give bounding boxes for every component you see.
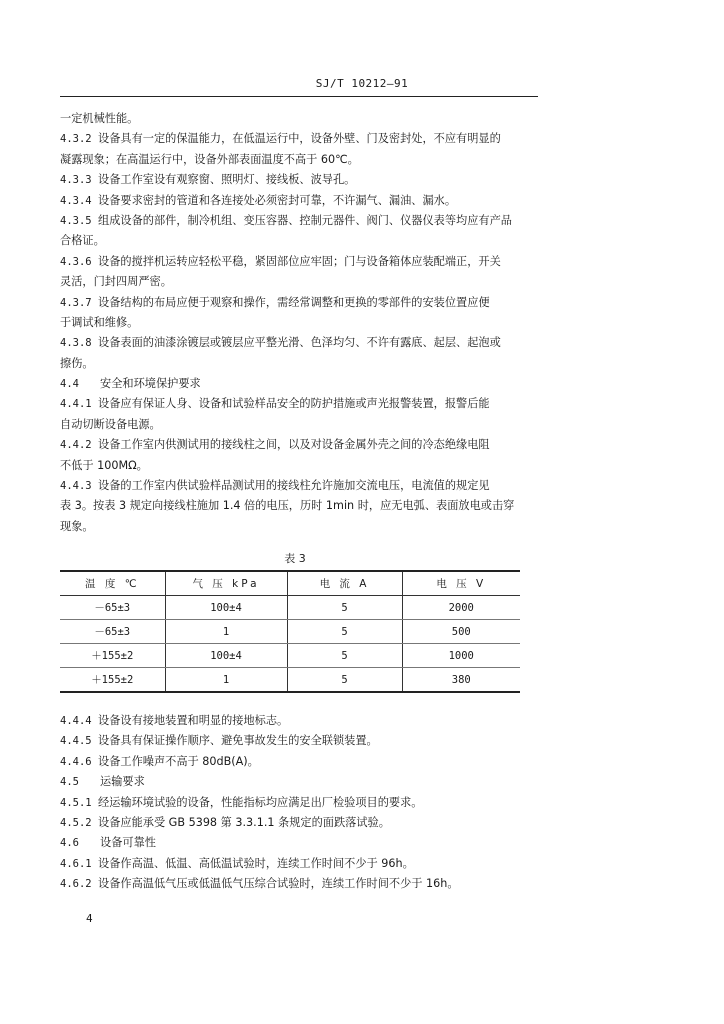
table-row [60,668,520,693]
clause-text: 灵活，门封四周严密。 [60,275,172,289]
text-line [60,333,538,353]
text-line [60,293,538,313]
clause-text: 于调试和维修。 [60,315,139,329]
text-line [60,752,538,772]
text-line [60,170,538,190]
text-line [60,456,538,476]
table-cell: ＋155±2 [60,668,165,693]
clause-text: 设备设有接地装置和明显的接地标志。 [98,714,289,727]
text-line [60,129,538,149]
page-number: 4 [86,912,93,925]
header-rule [60,96,538,97]
table-cell: 500 [402,620,520,644]
table-row [60,596,520,620]
text-line [60,313,538,333]
clause-text: 设备表面的油漆涂镀层或镀层应平整光滑、色泽均匀、不许有露底、起层、起泡或 [98,336,501,350]
clause-text: 设备具有一定的保温能力，在低温运行中，设备外壁、门及密封处，不应有明显的 [98,132,501,146]
body-text-bottom [60,711,538,895]
clause-text: 运输要求 [100,775,145,789]
table-cell: －65±3 [60,620,165,644]
page-header: SJ/T 10212—91 [315,77,409,90]
clause-number: 4.6 [60,837,79,850]
text-line [60,394,538,414]
clause-text: 设备要求密封的管道和各连接处必须密封可靠，不许漏气、漏油、漏水。 [98,193,457,207]
table-cell: 100±4 [165,644,287,668]
text-line [60,231,538,251]
clause-number: 4.4.1 [60,398,92,411]
text-line [60,415,538,435]
text-line [60,731,538,751]
clause-number: 4.3.2 [60,133,92,146]
text-line [60,191,538,211]
clause-number: 4.3.7 [60,296,92,309]
table-cell: －65±3 [60,596,165,620]
table-row [60,620,520,644]
clause-text: 设备的搅拌机运转应轻松平稳，紧固部位应牢固；门与设备箱体应装配端正，开关 [98,254,501,268]
table-cell: 2000 [402,596,520,620]
clause-text: 现象。 [60,519,94,533]
clause-number: 4.4.2 [60,439,92,452]
table-cell: ＋155±2 [60,644,165,668]
text-line [60,109,538,129]
table-cell: 5 [287,644,402,668]
header-cell-temperature: 温 度 ℃ [60,571,165,596]
table-3 [60,570,520,693]
clause-number: 4.3.3 [60,174,92,187]
text-line [60,435,538,455]
text-line [60,772,538,792]
text-line [60,252,538,272]
clause-text: 安全和环境保护要求 [100,377,201,391]
text-line [60,793,538,813]
text-line [60,496,538,516]
text-line [60,813,538,833]
clause-text: 自动切断设备电源。 [60,417,161,431]
clause-number: 4.3.5 [60,214,92,227]
table-cell: 5 [287,596,402,620]
table-cell: 5 [287,668,402,693]
clause-text: 设备的工作室内供试验样品测试用的接线柱允许施加交流电压，电流值的规定见 [98,479,490,493]
clause-text: 设备工作室内供测试用的接线柱之间，以及对设备金属外壳之间的冷态绝缘电阻 [98,438,490,452]
clause-number: 4.6.1 [60,857,92,870]
clause-number: 4.4.5 [60,735,92,748]
clause-text: 经运输环境试验的设备，性能指标均应满足出厂检验项目的要求。 [98,795,423,809]
clause-number: 4.5.2 [60,816,92,829]
clause-text: 设备工作室设有观察窗、照明灯、接线板、波导孔。 [98,173,356,187]
table-cell: 1000 [402,644,520,668]
header-cell-current: 电 流 A [287,571,402,596]
table-cell: 1 [165,620,287,644]
header-cell-pressure: 气 压 kPa [165,571,287,596]
table-cell: 1 [165,668,287,693]
clause-text: 设备作高温低气压或低温低气压综合试验时，连续工作时间不少于 16h。 [98,877,459,891]
clause-text: 擦伤。 [60,356,94,370]
text-line [60,517,538,537]
clause-text: 合格证。 [60,234,105,248]
text-line [60,150,538,170]
text-line [60,354,538,374]
clause-text: 凝露现象；在高温运行中，设备外部表面温度不高于 60℃。 [60,152,359,166]
clause-text: 设备可靠性 [100,836,156,850]
clause-number: 4.5 [60,776,79,789]
clause-text: 设备具有保证操作顺序、避免事故发生的安全联锁装置。 [98,734,378,748]
text-line [60,272,538,292]
clause-text: 表 3。按表 3 规定向接线柱施加 1.4 倍的电压，历时 1min 时，应无电弧、表面放电或击穿 [60,499,515,513]
clause-number: 4.3.6 [60,255,92,268]
header-cell-voltage: 电 压 V [402,571,520,596]
clause-text: 一定机械性能。 [60,112,139,125]
clause-number: 4.3.8 [60,337,92,350]
text-line [60,711,538,731]
table-cell: 100±4 [165,596,287,620]
clause-text: 设备应能承受 GB 5398 第 3.3.1.1 条规定的面跌落试验。 [98,815,390,829]
clause-text: 设备结构的布局应便于观察和操作，需经常调整和更换的零部件的安装位置应便 [98,295,490,309]
text-line [60,833,538,853]
clause-text: 设备作高温、低温、高低温试验时，连续工作时间不少于 96h。 [98,856,414,870]
table-cell: 5 [287,620,402,644]
clause-number: 4.5.1 [60,796,92,809]
text-line [60,211,538,231]
clause-text: 设备应有保证人身、设备和试验样品安全的防护措施或声光报警装置，报警后能 [98,397,490,411]
text-line [60,854,538,874]
table-caption: 表 3 [284,552,306,565]
clause-number: 4.3.4 [60,194,92,207]
text-line [60,374,538,394]
text-line [60,874,538,894]
clause-number: 4.4.6 [60,755,92,768]
clause-number: 4.4.3 [60,480,92,493]
clause-number: 4.4 [60,378,79,391]
body-text-top [60,109,538,537]
clause-number: 4.4.4 [60,715,92,727]
clause-text: 设备工作噪声不高于 80dB(A)。 [98,754,259,768]
text-line [60,476,538,496]
clause-text: 组成设备的部件，制冷机组、变压容器、控制元器件、阀门、仪器仪表等均应有产品 [98,213,512,227]
clause-number: 4.6.2 [60,878,92,891]
clause-text: 不低于 100MΩ。 [60,458,148,472]
table-row [60,644,520,668]
table-header-row [60,571,520,596]
table-cell: 380 [402,668,520,693]
